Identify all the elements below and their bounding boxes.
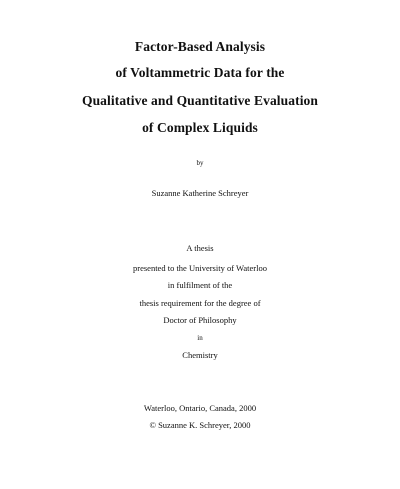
copyright-notice: © Suzanne K. Schreyer, 2000 [149, 420, 251, 430]
title-line-1: Factor-Based Analysis [134, 39, 266, 54]
discipline: Chemistry [182, 350, 218, 360]
title-line-3: Qualitative and Quantitative Evaluation [81, 93, 319, 108]
title-line-4: of Complex Liquids [142, 120, 258, 135]
author-name: Suzanne Katherine Schreyer [151, 188, 249, 198]
thesis-statement-line-4: thesis requirement for the degree of [139, 298, 261, 308]
degree-name: Doctor of Philosophy [163, 315, 237, 325]
title-line-2: of Voltammetric Data for the [115, 65, 285, 80]
by-label: by [196, 159, 204, 167]
place-date: Waterloo, Ontario, Canada, 2000 [143, 403, 257, 413]
thesis-statement-line-1: A thesis [186, 243, 214, 253]
thesis-statement-line-3: in fulfilment of the [167, 280, 233, 290]
thesis-statement-line-2: presented to the University of Waterloo [133, 263, 267, 273]
thesis-statement-in: in [197, 334, 203, 342]
